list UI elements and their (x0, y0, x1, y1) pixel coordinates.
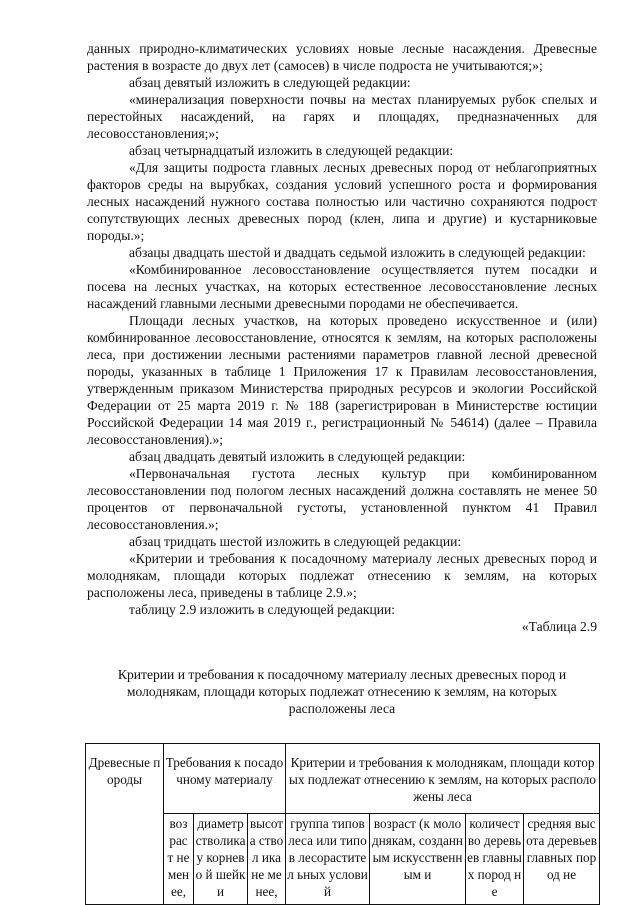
paragraph: абзац девятый изложить в следующей редакции: (129, 75, 411, 90)
subheader-average-height: средняя высота деревьев главных пород не (524, 814, 600, 905)
body-text (87, 40, 597, 618)
paragraph: «Критерии и требования к посадочному материалу лесных древесных пород и молоднякам, площади которых подлежат отнесению к землям, на которых расположены леса, приведены в таблице 2.9.»; (87, 551, 597, 600)
paragraph: Площади лесных участков, на которых проведено искусственное и (или) комбинированное лесовосстановление, относятся к землям, на которых расположены леса, при достижении лесными растениями параметров главной лесной древесной породы, указанных в таблице 1 Приложения 17 к Правилам лесовосстановления, утвержденным приказом Министерства природных ресурсов и экологии Российской Федерации от 25 марта 2019 г. № 188 (зарегистрирован в Министерстве юстиции Российской Федерации 14 мая 2019 г., регистрационный № 54614) (далее – Правила лесовосстановления).»; (87, 313, 597, 447)
criteria-table (85, 743, 600, 905)
paragraph: таблицу 2.9 изложить в следующей редакции: (129, 602, 396, 617)
header-species: Древесные породы (86, 744, 164, 905)
table-subheader-row (86, 814, 600, 905)
header-planting-requirements: Требования к посадочному материалу (164, 744, 286, 814)
header-young-stand-criteria: Критерии и требования к молоднякам, площади которых подлежат отнесению к землям, на которых расположены леса (286, 744, 600, 814)
subheader-root-collar-diameter: диаметр стволика у корнево й шейки (194, 814, 248, 905)
subheader-tree-count: количест во деревьев главных пород не (466, 814, 524, 905)
paragraph: «минерализация поверхности почвы на местах планируемых рубок спелых и перестойных насаждений, на гарях и площадях, предназначенных для лесовосстановления;»; (87, 92, 597, 141)
paragraph: абзац двадцать девятый изложить в следующей редакции: (129, 449, 466, 464)
paragraph: абзац четырнадцатый изложить в следующей редакции: (129, 143, 454, 158)
paragraph: данных природно-климатических условиях новые лесные насаждения. Древесные растения в возрасте до двух лет (самосев) в числе подроста не учитываются;»; (87, 41, 597, 73)
table-header-row (86, 744, 600, 814)
subheader-forest-type-group: группа типов леса или типов лесорастител ьных условий (286, 814, 370, 905)
subheader-young-stand-age: возраст (к молоднякам, созданным искусственным и (370, 814, 466, 905)
document-page (87, 40, 597, 905)
paragraph: «Первоначальная густота лесных культур при комбинированном лесовосстановлении под пологом лесных насаждений должна составлять не менее 50 процентов от первоначальной густоты, установленной пунктом 41 Правил лесовосстановления.»; (87, 466, 597, 532)
subheader-stem-height: высот а ствол ика не менее, (248, 814, 286, 905)
subheader-age: воз рас т не мен ее, (164, 814, 194, 905)
table-label: «Таблица 2.9 (521, 619, 597, 634)
paragraph: «Для защиты подроста главных лесных древесных пород от неблагоприятных факторов среды на вырубках, создания условий успешного роста и формирования лесных насаждений нужного состава полностью или частично сохраняются подрост сопутствующих лесных древесных пород (клен, липа и другие) и кустарниковые породы.»; (87, 160, 597, 243)
paragraph: абзацы двадцать шестой и двадцать седьмой изложить в следующей редакции: (129, 245, 586, 260)
table-caption: Критерии и требования к посадочному материалу лесных древесных пород и молоднякам, площади которых подлежат отнесению к землям, на которых расположены леса (117, 667, 567, 716)
paragraph: абзац тридцать шестой изложить в следующей редакции: (129, 534, 462, 549)
paragraph: «Комбинированное лесовосстановление осуществляется путем посадки и посева на лесных участках, на которых естественное лесовосстановление лесных насаждений главными лесными древесными породами не обеспечивается. (87, 262, 597, 311)
